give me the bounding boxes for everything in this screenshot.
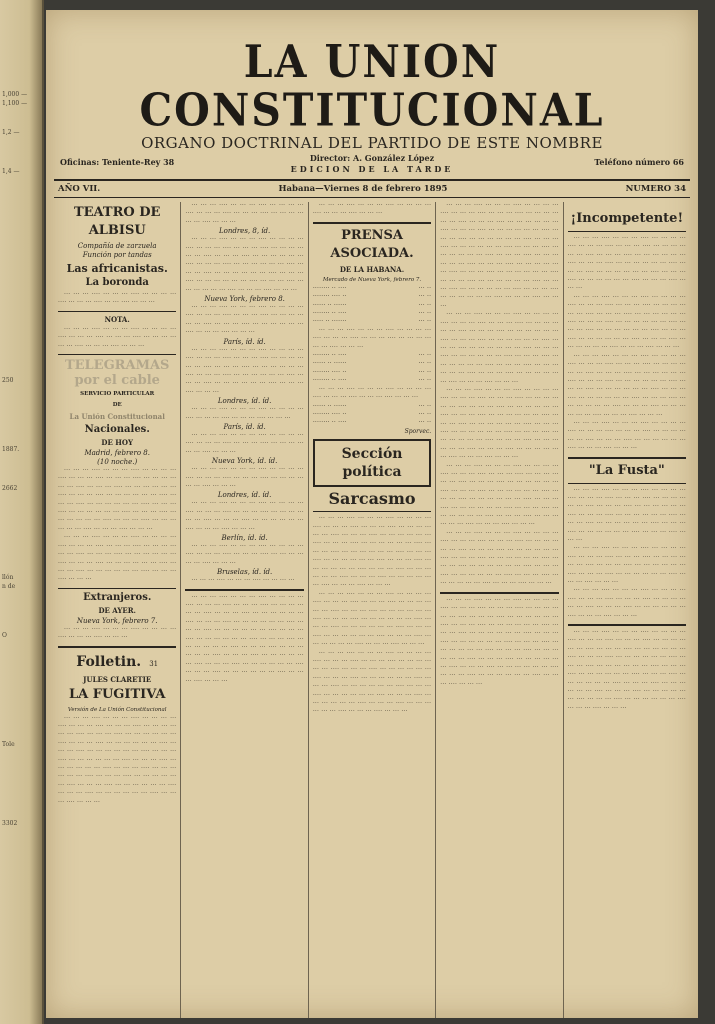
prensa-subheading: DE LA HABANA. <box>339 264 405 274</box>
newspaper-page <box>46 10 698 1018</box>
hoy-label: DE HOY <box>101 438 133 448</box>
service-line: SERVICIO PARTICULAR <box>80 391 155 398</box>
column-5: ¡Incompetente! ··· ··· ··· ···· ··· ··· ··· ···· ··· ··· ··· ··· ···· ··· ··· ··· ···· ··· ··· ··· ···· ··· ··· ··· ··· ··· ··· ···· ··· ··· ··· ···· ··· ··· ··· ··· ··· ··· ···· ··· ··· ··· ···· ··· ··· ··· ··· ··· ··· ···· ··· ··· ··· ···· ··· ··· ··· ··· ··· ··· ···· ··· ··· ··· ···· ··· ··· ··· ··· ··· ··· ···· ··· ··· ··· ···· ··· ··· ··· ··· ··· ··· ···· ··· ··· ··· ···· ··· ··· ··· ··· ···· ··· ··· ··· ···· ··· ··· ··· ···· ··· ··· ··· ··· ··· ··· ···· ··· ··· ··· ···· ··· ··· ··· ··· ··· ··· ···· ··· ··· ··· ···· ··· ··· ··· ··· ··· ··· ···· ··· ··· ··· ···· ··· ··· ··· ··· ··· ··· ···· ··· ··· ··· ···· ··· ··· ··· ··· ··· ··· ···· ··· ··· ··· ···· ··· ··· ··· ··· ··· ··· ···· ··· ··· ··· ···· ··· ··· ··· ··· ··· ··· ···· ··· ··· ··· ···· ··· ··· ··· ··· ···· ··· ··· ··· ···· ··· ··· ··· ···· ··· ··· ··· ··· ··· ··· ···· ··· ··· ··· ···· ··· ··· ··· ··· ··· ··· ···· ··· ··· ··· ···· ··· ··· ··· ··· ··· ··· ···· ··· ··· ··· ···· ··· ··· ··· ··· ··· ··· ···· ··· ··· ··· ···· ··· ··· ··· ··· ··· ··· ···· ··· ··· ··· ···· ··· ··· ··· ··· ··· ··· ···· ··· ··· ··· ···· ··· ··· ··· ··· ··· ··· ···· ··· ··· ··· ···· ··· ··· ··· ··· ··· ··· ···· ··· ··· ··· ···· ··· ··· ··· ··· ···· ··· ··· ··· ···· ··· ··· ··· ···· ··· ··· ··· ··· ··· ··· ···· ··· ··· ··· ···· ··· ··· ··· ··· ··· ··· ···· ··· ··· ··· ···· ··· ··· ··· "La Fusta" ··· ··· ··· ···· ··· ··· ··· ···· ··· ··· ··· ··· ···· ··· ··· ··· ···· ··· ··· ··· ···· ··· ··· ··· ··· ··· ··· ···· ··· ··· ··· ···· ··· ··· ··· ··· ··· ··· ···· ··· ··· ··· ···· ··· ··· ··· ··· ··· ··· ···· ··· ··· ··· ···· ··· ··· ··· ··· ··· ··· ···· ··· ··· ··· ···· ··· ··· ··· ··· ··· ··· ···· ··· ··· ··· ···· ··· ··· ··· ··· ··· ··· ···· ··· ··· ··· ···· ··· ··· ··· ··· ···· ··· ··· ··· ···· ··· ··· ··· ···· ··· ··· ··· ··· ··· ··· ···· ··· ··· ··· ···· ··· ··· ··· ··· ··· ··· ···· ··· ··· ··· ···· ··· ··· ··· ··· ··· ··· ···· ··· ··· ··· ···· ··· ··· ··· ··· ··· ··· ···· ··· ··· ··· ···· ··· ··· ··· ··· ···· ··· ··· ··· ···· ··· ··· ··· ···· ··· ··· ··· ··· ··· ··· ···· ··· ··· ··· ···· ··· ··· ··· ··· ··· ··· ···· ··· ··· ··· ···· ··· ··· ··· ··· ··· ··· ···· ··· ··· ··· ···· ··· ··· ··· ··· ···· ··· ··· ··· ···· ··· ··· ··· ···· ··· ··· ··· ··· ··· ··· ···· ··· ··· ··· ···· ··· ··· ··· ··· ··· ··· ···· ··· ··· ··· ···· ··· ··· ··· ··· ··· ··· ···· ··· ··· ··· ···· ··· ··· ··· ··· ··· ··· ···· ··· ··· ··· ···· ··· ··· ··· ··· ··· ··· ···· ··· ··· ··· ···· ··· ··· ··· ··· ··· ··· ···· ··· ··· ··· ···· ··· ··· ··· ··· ··· ··· ···· ··· ··· ··· ···· ··· ··· ··· ··· ··· ··· ···· ··· ··· ··· ···· ··· ··· ··· ··· ··· ··· ···· ··· ··· ··· ···· ··· ··· ··· <box>567 211 687 712</box>
folletin-number: 31 <box>149 659 159 668</box>
year-label: AÑO VII. <box>58 184 101 194</box>
seccion-politica-heading: Sección política <box>341 446 403 481</box>
service-line-2: DE <box>112 402 122 409</box>
newspaper-subtitle: ORGANO DOCTRINAL DEL PARTIDO DE ESTE NOMBRE <box>141 134 603 152</box>
director-line: Director: A. González López <box>309 153 435 163</box>
edition-line: EDICION DE LA TARDE <box>290 164 454 174</box>
column-4: ··· ··· ··· ···· ··· ··· ··· ···· ··· ··· ··· ··· ···· ··· ··· ··· ···· ··· ··· ··· ···· ··· ··· ··· ··· ··· ··· ···· ··· ··· ··· ···· ··· ··· ··· ··· ··· ··· ···· ··· ··· ··· ···· ··· ··· ··· ··· ··· ··· ···· ··· ··· ··· ···· ··· ··· ··· ··· ··· ··· ···· ··· ··· ··· ···· ··· ··· ··· ··· ··· ··· ···· ··· ··· ··· ···· ··· ··· ··· ··· ··· ··· ···· ··· ··· ··· ···· ··· ··· ··· ··· ··· ··· ···· ··· ··· ··· ···· ··· ··· ··· ··· ··· ··· ···· ··· ··· ··· ···· ··· ··· ··· ··· ··· ··· ···· ··· ··· ··· ···· ··· ··· ··· ··· ··· ··· ···· ··· ··· ··· ···· ··· ··· ··· ··· ··· ··· ···· ··· ··· ··· ···· ··· ··· ··· ··· ··· ··· ···· ··· ··· ··· ···· ··· ··· ··· ··· ··· ··· ···· ··· ··· ··· ···· ··· ··· ··· ··· ···· ··· ··· ··· ···· ··· ··· ··· ···· ··· ··· ··· ··· ··· ··· ···· ··· ··· ··· ···· ··· ··· ··· ··· ··· ··· ···· ··· ··· ··· ···· ··· ··· ··· ··· ··· ··· ···· ··· ··· ··· ···· ··· ··· ··· ··· ··· ··· ···· ··· ··· ··· ···· ··· ··· ··· ··· ··· ··· ···· ··· ··· ··· ···· ··· ··· ··· ··· ··· ··· ···· ··· ··· ··· ···· ··· ··· ··· ··· ··· ··· ···· ··· ··· ··· ···· ··· ··· ··· ··· ··· ··· ···· ··· ··· ··· ···· ··· ··· ··· ··· ··· ··· ···· ··· ··· ··· ···· ··· ··· ··· ··· ···· ··· ··· ··· ···· ··· ··· ··· ···· ··· ··· ··· ··· ··· ··· ···· ··· ··· ··· ···· ··· ··· ··· ··· ··· ··· ···· ··· ··· ··· ···· ··· ··· ··· ··· ··· ··· ···· ··· ··· ··· ···· ··· ··· ··· ··· ··· ··· ···· ··· ··· ··· ···· ··· ··· ··· ··· ··· ··· ···· ··· ··· ··· ···· ··· ··· ··· ··· ··· ··· ···· ··· ··· ··· ···· ··· ··· ··· ··· ··· ··· ···· ··· ··· ··· ···· ··· ··· ··· ··· ··· ··· ···· ··· ··· ··· ···· ··· ··· ··· ··· ··· ··· ···· ··· ··· ··· ···· ··· ··· ··· ··· ···· ··· ··· ··· ···· ··· ··· ··· ···· ··· ··· ··· ··· ··· ··· ···· ··· ··· ··· ···· ··· ··· ··· ··· ··· ··· ···· ··· ··· ··· ···· ··· ··· ··· ··· ··· ··· ···· ··· ··· ··· ···· ··· ··· ··· ··· ··· ··· ···· ··· ··· ··· ···· ··· ··· ··· ··· ··· ··· ···· ··· ··· ··· ···· ··· ··· ··· ··· ··· ··· ···· ··· ··· ··· ···· ··· ··· ··· ··· ··· ··· ···· ··· ··· ··· ···· ··· ··· ··· ··· ··· ··· ···· ··· ··· ··· ···· ··· ··· ··· ··· ···· ··· ··· ··· ···· ··· ··· ··· ···· ··· ··· ··· ··· ··· ··· ···· ··· ··· ··· ···· ··· ··· ··· ··· ··· ··· ···· ··· ··· ··· ···· ··· ··· ··· ··· ··· ··· ···· ··· ··· ··· ···· ··· ··· ··· ··· ··· ··· ···· ··· ··· ··· ···· ··· ··· ··· ··· ··· ··· ···· ··· ··· ··· ···· ··· ··· ··· ··· ··· ··· ···· ··· ··· ··· ···· ··· ··· ··· ··· ··· ··· ···· ··· ··· ··· ···· ··· ··· ··· ··· ···· ··· ··· ··· ···· ··· ··· ··· ···· ··· ··· ··· ··· ··· ··· ···· ··· ··· ··· ···· ··· ··· ··· ··· ··· ··· ···· ··· ··· ··· ···· ··· ··· ··· ··· ··· ··· ···· ··· ··· ··· ···· ··· ··· ··· ··· ··· ··· ···· ··· ··· ··· ···· ··· ··· ··· ··· ··· ··· ···· ··· ··· ··· ···· ··· ··· ··· ··· ··· ··· ···· ··· ··· ··· ···· ··· ··· ··· ··· ··· ··· ···· ··· ··· ··· ···· ··· ··· ··· ··· ··· ··· ···· ··· ··· ··· ···· ··· ··· ··· ··· ··· ··· ···· ··· ··· ··· ···· ··· ··· ··· ··· ··· ··· ···· ··· ··· ··· ···· ··· ··· ··· <box>436 202 563 1018</box>
extranjeros-heading: Extranjeros. <box>83 591 152 603</box>
nacionales-heading: Nacionales. <box>84 424 150 436</box>
sarcasmo-heading: Sarcasmo <box>328 489 416 509</box>
phone-number: Teléfono número 66 <box>594 157 684 167</box>
dateline-ny-2: Nueva York, febrero 8. <box>204 295 285 304</box>
novel-version: Versión de La Unión Constitucional <box>67 706 167 713</box>
fusta-heading: "La Fusta" <box>588 462 665 478</box>
seccion-politica-box <box>313 439 431 487</box>
telegrams-ghost: TELEGRAMAS <box>64 358 170 374</box>
dateline-londres-2: Londres, íd. íd. <box>217 397 272 406</box>
ny-dateline: Nueva York, febrero 7. <box>76 616 158 625</box>
dateline-berlin: Berlín, íd. íd. <box>221 534 268 542</box>
prensa-heading: PRENSA ASOCIADA. <box>330 227 414 261</box>
offices-address: Oficinas: Teniente-Rey 38 <box>60 157 175 167</box>
prensa-location: Mercado de Nueva York, febrero 7. <box>322 276 422 283</box>
madrid-dateline: Madrid, febrero 8. <box>84 449 150 458</box>
theater-company: Compañía de zarzuela <box>77 242 157 250</box>
dateline-londres-1: Londres, 8, íd. <box>218 227 271 236</box>
novel-author: JULES CLARETIE <box>83 674 152 684</box>
theater-heading: TEATRO DE ALBISU <box>73 205 161 238</box>
show-title-1: Las africanistas. <box>66 262 168 275</box>
dateline-paris-1: París, íd. íd. <box>223 337 266 346</box>
prensa-signature: Sporvec. <box>404 427 432 435</box>
issue-number: NUMERO 34 <box>625 184 686 194</box>
adjacent-page-strip: 1,000 — 1,100 — 1,2 — 1,4 — 250 1887. 2662 llón n de O Tole 3302 <box>0 0 44 1024</box>
nota-heading: NOTA. <box>104 314 130 324</box>
column-2: ··· ··· ··· ···· ··· ··· ··· ···· ··· ··· ··· ··· ···· ··· ··· ··· ···· ··· ··· ··· ···· ··· ··· ··· ··· ··· ··· ···· ··· ··· ··· Londres, 8, íd. ··· ··· ··· ···· ··· ··· ··· ···· ··· ··· ··· ··· ···· ··· ··· ··· ···· ··· ··· ··· ···· ··· ··· ··· ··· ··· ··· ···· ··· ··· ··· ···· ··· ··· ··· ··· ··· ··· ···· ··· ··· ··· ···· ··· ··· ··· ··· ··· ··· ···· ··· ··· ··· ···· ··· ··· ··· ··· ··· ··· ···· ··· ··· ··· ···· ··· ··· ··· ··· ··· ··· ···· ··· ··· ··· ···· ··· ··· ··· ··· ··· ··· ···· ··· ··· ··· ···· ··· ··· ··· Nueva York, febrero 8. ··· ··· ··· ···· ··· ··· ··· ···· ··· ··· ··· ··· ···· ··· ··· ··· ···· ··· ··· ··· ···· ··· ··· ··· ··· ··· ··· ···· ··· ··· ··· ···· ··· ··· ··· ··· ··· ··· ···· ··· ··· ··· ···· ··· ··· ··· París, íd. íd. ··· ··· ··· ···· ··· ··· ··· ···· ··· ··· ··· ··· ···· ··· ··· ··· ···· ··· ··· ··· ···· ··· ··· ··· ··· ··· ··· ···· ··· ··· ··· ···· ··· ··· ··· ··· ··· ··· ···· ··· ··· ··· ···· ··· ··· ··· ··· ··· ··· ···· ··· ··· ··· ···· ··· ··· ··· ··· ··· ··· ···· ··· ··· ··· ···· ··· ··· ··· Londres, íd. íd. ··· ··· ··· ···· ··· ··· ··· ···· ··· ··· ··· ··· ···· ··· ··· ··· ···· ··· ··· ··· ···· ··· ··· ··· París, íd. íd. ··· ··· ··· ···· ··· ··· ··· ···· ··· ··· ··· ··· ···· ··· ··· ··· ···· ··· ··· ··· ···· ··· ··· ··· ··· ··· ··· ···· ··· ··· ··· Nueva York, íd. íd. ··· ··· ··· ···· ··· ··· ··· ···· ··· ··· ··· ··· ···· ··· ··· ··· ···· ··· ··· ··· ···· ··· ··· ··· ··· ··· ··· ···· ··· ··· ··· Londres, íd. íd. ··· ··· ··· ···· ··· ··· ··· ···· ··· ··· ··· ··· ···· ··· ··· ··· ···· ··· ··· ··· ···· ··· ··· ··· ··· ··· ··· ···· ··· ··· ··· ···· ··· ··· ··· ··· ··· ··· ···· ··· ··· ··· ···· ··· ··· ··· Berlín, íd. íd. ··· ··· ··· ···· ··· ··· ··· ···· ··· ··· ··· ··· ···· ··· ··· ··· ···· ··· ··· ··· ···· ··· ··· ··· ··· ··· ··· ···· ··· ··· ··· Bruselas, íd. íd. ··· ··· ··· ···· ··· ··· ··· ···· ··· ··· ··· ··· ··· ··· ··· ···· ··· ··· ··· ···· ··· ··· ··· ··· ···· ··· ··· ··· ···· ··· ··· ··· ···· ··· ··· ··· ··· ··· ··· ···· ··· ··· ··· ···· ··· ··· ··· ··· ··· ··· ···· ··· ··· ··· ···· ··· ··· ··· ··· ··· ··· ···· ··· ··· ··· ···· ··· ··· ··· ··· ··· ··· ···· ··· ··· ··· ···· ··· ··· ··· ··· ··· ··· ···· ··· ··· ··· ···· ··· ··· ··· ··· ··· ··· ···· ··· ··· ··· ···· ··· ··· ··· ··· ··· ··· ···· ··· ··· ··· ···· ··· ··· ··· ··· ··· ··· ···· ··· ··· ··· ···· ··· ··· ··· ··· ··· ··· ···· ··· ··· ··· ···· ··· ··· ··· ··· ··· ··· ···· ··· ··· ··· ···· ··· ··· ··· <box>181 202 308 1018</box>
dateline-ny-3: Nueva York, íd. íd. <box>211 457 278 466</box>
dateline-paris-2: París, íd. íd. <box>223 422 266 431</box>
folletin-header <box>58 651 176 673</box>
theater-subheading: Función por tandas <box>82 251 152 259</box>
incompetente-heading: ¡Incompetente! <box>570 211 684 226</box>
masthead <box>54 10 690 177</box>
show-title-2: La boronda <box>85 277 149 288</box>
dateline <box>54 179 690 198</box>
column-1: TEATRO DE ALBISU Compañía de zarzuela Función por tandas Las africanistas. La boronda ··· ··· ··· ···· ··· ··· ··· ···· ··· ··· ··· ··· ···· ··· ··· ··· ···· ··· ··· ···· ··· ··· ··· NOTA. ··· ··· ··· ···· ··· ··· ··· ···· ··· ··· ··· ··· ···· ··· ··· ··· ···· ··· ··· ··· ···· ··· ··· ··· ··· ··· ··· ···· ··· ··· ··· ···· ··· ··· ··· TELEGRAMAS por el cable SERVICIO PARTICULAR DE La Unión Constitucional Nacionales. DE HOY Madrid, febrero 8. (10 noche.) ··· ··· ··· ···· ··· ··· ··· ···· ··· ··· ··· ··· ···· ··· ··· ··· ···· ··· ··· ··· ···· ··· ··· ··· ··· ··· ··· ···· ··· ··· ··· ···· ··· ··· ··· ··· ··· ··· ···· ··· ··· ··· ···· ··· ··· ··· ··· ··· ··· ···· ··· ··· ··· ···· ··· ··· ··· ··· ··· ··· ···· ··· ··· ··· ···· ··· ··· ··· ··· ··· ··· ···· ··· ··· ··· ···· ··· ··· ··· ··· ··· ··· ···· ··· ··· ··· ···· ··· ··· ··· ··· ··· ··· ···· ··· ··· ··· ···· ··· ··· ··· ··· ··· ··· ···· ··· ··· ··· ···· ··· ··· ··· ··· ···· ··· ··· ··· ···· ··· ··· ··· ···· ··· ··· ··· ··· ··· ··· ···· ··· ··· ··· ···· ··· ··· ··· ··· ··· ··· ···· ··· ··· ··· ···· ··· ··· ··· ··· ··· ··· ···· ··· ··· ··· ···· ··· ··· ··· ··· ··· ··· ···· ··· ··· ··· ···· ··· ··· ··· Extranjeros. DE AYER. Nueva York, febrero 7. ··· ··· ··· ···· ··· ··· ··· ···· ··· ··· ··· ··· ···· ··· ··· ··· ···· ··· ··· ··· Folletin. 31 JULES CLARETIE LA FUGITIVA Versión de La Unión Constitucional ··· ··· ··· ···· ··· ··· ··· ···· ··· ··· ··· ··· ···· ··· ··· ··· ···· ··· ··· ··· ···· ··· ··· ··· ··· ··· ··· ···· ··· ··· ··· ···· ··· ··· ··· ··· ··· ··· ···· ··· ··· ··· ···· ··· ··· ··· ··· ··· ··· ···· ··· ··· ··· ···· ··· ··· ··· ··· ··· ··· ···· ··· ··· ··· ···· ··· ··· ··· ··· ··· ··· ···· ··· ··· ··· ···· ··· ··· ··· ··· ··· ··· ···· ··· ··· ··· ···· ··· ··· ··· ··· ··· ··· ···· ··· ··· ··· ···· ··· ··· ··· ··· ··· ··· ···· ··· ··· ··· ···· ··· ··· ··· ··· ··· ··· ···· ··· ··· ··· ···· ··· ··· ··· ··· ··· ··· ···· ··· ··· ··· ···· ··· ··· ··· <box>54 202 181 1018</box>
novel-title: LA FUGITIVA <box>68 686 166 702</box>
issue-date: Habana—Viernes 8 de febrero 1895 <box>278 184 448 194</box>
dateline-bruselas: Bruselas, íd. íd. <box>216 568 273 577</box>
dateline-londres-3: Londres, íd. íd. <box>217 491 272 500</box>
folletin-heading: Folletin. <box>76 653 142 670</box>
masthead-meta <box>54 153 690 177</box>
madrid-time: (10 noche.) <box>97 458 138 467</box>
ayer-label: DE AYER. <box>98 605 136 615</box>
telegrams-ghost-2: por el cable <box>74 373 160 389</box>
newspaper-title: LA UNION CONSTITUCIONAL <box>139 35 605 137</box>
service-line-3: La Unión Constitucional <box>69 412 165 422</box>
article-columns <box>54 202 690 1018</box>
column-3: ··· ··· ··· ···· ··· ··· ··· ···· ··· ··· ··· ··· ···· ··· ··· ··· ···· ··· ··· ··· PRENSA ASOCIADA. DE LA HABANA. Mercado de Nueva York, febrero 7. ········ ·· ···· ··· ·· ········ ···· ·· ··· ·· ······ ·· ······ ··· ·· ········ ·· ···· ··· ·· ····· ·· ······· ··· ·· ··· ··· ··· ···· ··· ··· ··· ···· ··· ··· ··· ··· ···· ··· ··· ··· ···· ··· ··· ··· ···· ··· ··· ··· ··· ··· ··· ···· ··· ··· ··· ········ ·· ···· ··· ·· ······ ·· ······ ··· ·· ········ ···· ·· ··· ·· ········ ·· ···· ··· ·· ··· ··· ··· ···· ··· ··· ··· ···· ··· ··· ··· ··· ···· ··· ··· ··· ···· ··· ··· ··· ···· ··· ··· ··· ······ ·· ······ ··· ·· ········ ···· ·· ··· ·· ········ ·· ···· ··· ·· Sporvec. Sección política Sarcasmo ··· ··· ··· ···· ··· ··· ··· ···· ··· ··· ··· ··· ···· ··· ··· ··· ···· ··· ··· ··· ···· ··· ··· ··· ··· ··· ··· ···· ··· ··· ··· ···· ··· ··· ··· ··· ··· ··· ···· ··· ··· ··· ···· ··· ··· ··· ··· ··· ··· ···· ··· ··· ··· ···· ··· ··· ··· ··· ··· ··· ···· ··· ··· ··· ···· ··· ··· ··· ··· ··· ··· ···· ··· ··· ··· ···· ··· ··· ··· ··· ··· ··· ···· ··· ··· ··· ···· ··· ··· ··· ··· ··· ··· ···· ··· ··· ··· ···· ··· ··· ··· ··· ··· ··· ···· ··· ··· ··· ···· ··· ··· ··· ··· ··· ··· ···· ··· ··· ··· ···· ··· ··· ··· ··· ···· ··· ··· ··· ···· ··· ··· ··· ···· ··· ··· ··· ··· ··· ··· ···· ··· ··· ··· ···· ··· ··· ··· ··· ··· ··· ···· ··· ··· ··· ···· ··· ··· ··· ··· ··· ··· ···· ··· ··· ··· ···· ··· ··· ··· ··· ··· ··· ···· ··· ··· ··· ···· ··· ··· ··· ··· ··· ··· ···· ··· ··· ··· ···· ··· ··· ··· ··· ··· ··· ···· ··· ··· ··· ···· ··· ··· ··· ··· ··· ··· ···· ··· ··· ··· ···· ··· ··· ··· ··· ···· ··· ··· ··· ···· ··· ··· ··· ···· ··· ··· ··· ··· ··· ··· ···· ··· ··· ··· ···· ··· ··· ··· ··· ··· ··· ···· ··· ··· ··· ···· ··· ··· ··· ··· ··· ··· ···· ··· ··· ··· ···· ··· ··· ··· ··· ··· ··· ···· ··· ··· ··· ···· ··· ··· ··· ··· ··· ··· ···· ··· ··· ··· ···· ··· ··· ··· ··· ··· ··· ···· ··· ··· ··· ···· ··· ··· ··· ··· ··· ··· ···· ··· ··· ··· ···· ··· ··· ··· <box>309 202 436 1018</box>
